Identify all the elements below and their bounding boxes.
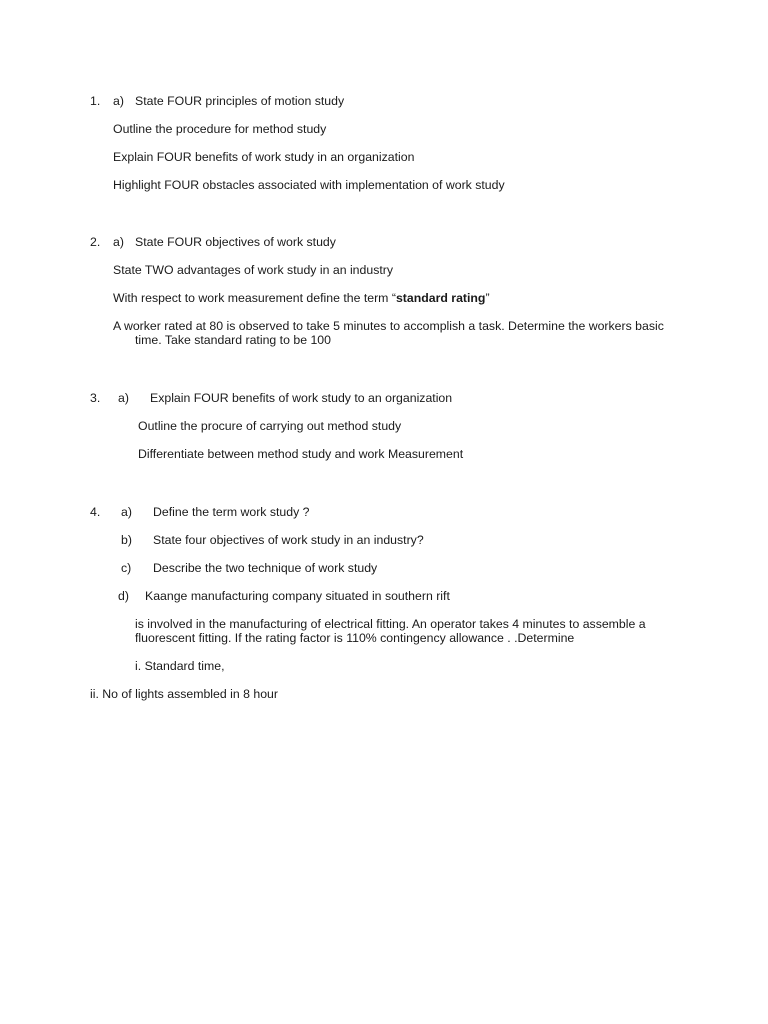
q4-d-text: Kaange manufacturing company situated in southern rift xyxy=(145,589,450,603)
q4-d-paragraph: is involved in the manufacturing of electrical fitting. An operator takes 4 minutes to assemble a fluorescent fitting. If the rating factor is 110% contingency allowance . .Determine xyxy=(135,617,646,645)
q2-number: 2. xyxy=(90,235,101,249)
q4-b-label: b) xyxy=(121,533,132,547)
q3-c-text: Differentiate between method study and work Measurement xyxy=(138,447,464,461)
q4-b-text: State four objectives of work study in an industry? xyxy=(153,533,424,547)
q2-d-line1: A worker rated at 80 is observed to take 5 minutes to accomplish a task. Determine the workers basic xyxy=(113,319,664,333)
q1-a-label: a) xyxy=(113,94,124,108)
q1-d-text: Highlight FOUR obstacles associated with implementation of work study xyxy=(113,178,505,192)
q1-number: 1. xyxy=(90,94,101,108)
q2-a-text: State FOUR objectives of work study xyxy=(135,235,336,249)
q3-b-text: Outline the procure of carrying out method study xyxy=(138,419,402,433)
q3-a-text: Explain FOUR benefits of work study to an organization xyxy=(150,391,453,405)
q4-c-text: Describe the two technique of work study xyxy=(153,561,378,575)
q4-i-text: i. Standard time, xyxy=(135,659,225,673)
q4-a-text: Define the term work study ? xyxy=(153,505,310,519)
q2-d-line2: time. Take standard rating to be 100 xyxy=(135,333,331,347)
q4-number: 4. xyxy=(90,505,101,519)
q2-b-text: State TWO advantages of work study in an industry xyxy=(113,263,394,277)
q2-c-text-pre: With respect to work measurement define the term “ xyxy=(113,291,396,305)
q2-c-text-post: ” xyxy=(485,291,490,305)
q1-a-text: State FOUR principles of motion study xyxy=(135,94,345,108)
q3-number: 3. xyxy=(90,391,101,405)
q4-c-label: c) xyxy=(121,561,132,575)
q4-ii-text: ii. No of lights assembled in 8 hour xyxy=(90,687,278,701)
q3-a-label: a) xyxy=(118,391,129,405)
q2-c-text xyxy=(113,291,490,305)
q2-a-label: a) xyxy=(113,235,124,249)
q1-b-text: Outline the procedure for method study xyxy=(113,122,327,136)
q1-c-text: Explain FOUR benefits of work study in an organization xyxy=(113,150,415,164)
q4-a-label: a) xyxy=(121,505,132,519)
q4-d-label: d) xyxy=(118,589,129,603)
q2-c-text-bold: standard rating xyxy=(395,291,486,305)
